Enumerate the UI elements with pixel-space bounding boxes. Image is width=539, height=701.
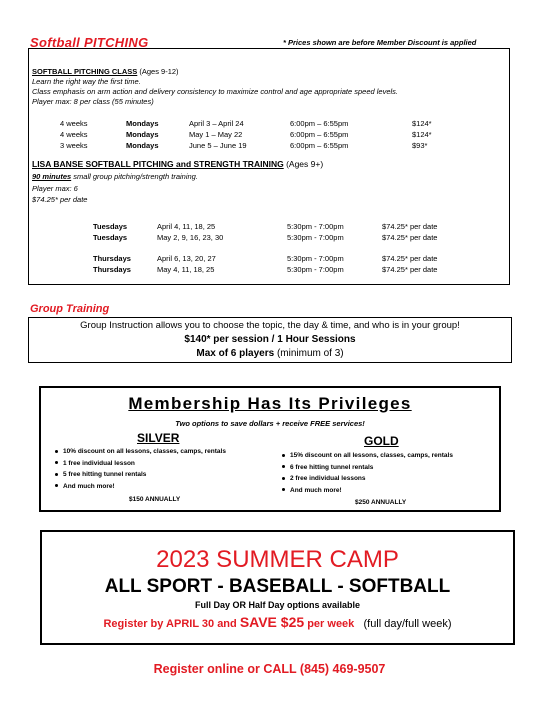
list-item: 5 free hitting tunnel rentals <box>55 469 226 481</box>
camp-save: SAVE $25 <box>239 614 305 630</box>
row-price: $74.25* per date <box>382 222 438 231</box>
row-dates: June 5 – June 19 <box>189 141 247 150</box>
row-dates: May 1 – May 22 <box>189 130 243 139</box>
row-time: 6:00pm – 6:55pm <box>290 141 349 150</box>
row-weeks: 4 weeks <box>60 119 88 128</box>
row-day: Tuesdays <box>93 233 128 242</box>
strength-title: LISA BANSE SOFTBALL PITCHING and STRENGTH TRAINING <box>32 159 284 169</box>
row-dates: May 4, 11, 18, 25 <box>157 265 215 274</box>
camp-per-week: per week <box>304 618 355 630</box>
row-time: 6:00pm – 6:55pm <box>290 119 349 128</box>
strength-line3: $74.25* per date <box>32 195 88 204</box>
membership-title: Membership Has Its Privileges <box>128 394 412 413</box>
group-min: (minimum of 3) <box>274 348 344 359</box>
membership-subtitle: Two options to save dollars + receive FREE services! <box>175 419 365 428</box>
pitching-class-ages: (Ages 9-12) <box>139 67 179 76</box>
gold-tier-name: GOLD <box>364 434 399 448</box>
group-training-line1: Group Instruction allows you to choose the topic, the day & time, and who is in your group! <box>80 320 460 331</box>
group-max: Max of 6 players <box>196 348 275 359</box>
page-title: Softball PITCHING <box>30 35 149 50</box>
strength-ages: (Ages 9+) <box>286 159 324 169</box>
strength-line1 <box>32 172 198 181</box>
row-day: Thursdays <box>93 265 131 274</box>
strength-duration: 90 minutes <box>32 172 72 181</box>
camp-title: 2023 SUMMER CAMP <box>156 546 399 573</box>
list-item: 2 free individual lessons <box>282 473 453 485</box>
row-time: 6:00pm – 6:55pm <box>290 130 349 139</box>
pitching-class-line1: Learn the right way the first time. <box>32 77 141 86</box>
strength-line1-rest: small group pitching/strength training. <box>71 172 198 181</box>
group-training-title: Group Training <box>30 303 110 315</box>
strength-heading <box>32 160 323 169</box>
pitching-class-heading <box>32 67 179 76</box>
list-item: 6 free hitting tunnel rentals <box>282 462 453 474</box>
row-dates: April 3 – April 24 <box>189 119 244 128</box>
row-price: $74.25* per date <box>382 233 438 242</box>
camp-register <box>40 614 515 630</box>
list-item: And much more! <box>55 481 226 493</box>
row-time: 5:30pm - 7:00pm <box>287 222 344 231</box>
row-time: 5:30pm - 7:00pm <box>287 254 344 263</box>
row-dates: April 6, 13, 20, 27 <box>157 254 216 263</box>
camp-full-week: (full day/full week) <box>363 618 452 630</box>
gold-benefits <box>282 450 453 496</box>
row-day: Mondays <box>126 119 159 128</box>
row-price: $74.25* per date <box>382 254 438 263</box>
list-item: 15% discount on all lessons, classes, camps, rentals <box>282 450 453 462</box>
pitching-class-line2: Class emphasis on arm action and delivery consistency to maximize control and age appropriate speed levels. <box>32 87 399 96</box>
pitching-class-title: SOFTBALL PITCHING CLASS <box>32 67 138 76</box>
camp-register-deadline: Register by APRIL 30 and <box>103 618 240 630</box>
pitching-class-line3: Player max: 8 per class (55 minutes) <box>32 97 154 106</box>
group-training-line2: $140* per session / 1 Hour Sessions <box>184 334 356 345</box>
silver-tier-name: SILVER <box>137 431 180 445</box>
price-note: * Prices shown are before Member Discount is applied <box>283 38 477 47</box>
list-item: 10% discount on all lessons, classes, camps, rentals <box>55 446 226 458</box>
silver-benefits <box>55 446 226 492</box>
list-item: 1 free individual lesson <box>55 458 226 470</box>
row-price: $124* <box>412 119 432 128</box>
row-day: Thursdays <box>93 254 131 263</box>
silver-price: $150 ANNUALLY <box>129 496 181 503</box>
row-weeks: 4 weeks <box>60 130 88 139</box>
row-day: Mondays <box>126 141 159 150</box>
strength-line2: Player max: 6 <box>32 184 78 193</box>
list-item: And much more! <box>282 485 453 497</box>
row-day: Mondays <box>126 130 159 139</box>
footer-register: Register online or CALL (845) 469-9507 <box>153 662 386 676</box>
row-time: 5:30pm - 7:00pm <box>287 233 344 242</box>
row-dates: May 2, 9, 16, 23, 30 <box>157 233 224 242</box>
row-price: $93* <box>412 141 428 150</box>
row-time: 5:30pm - 7:00pm <box>287 265 344 274</box>
gold-price: $250 ANNUALLY <box>355 499 407 506</box>
row-weeks: 3 weeks <box>60 141 88 150</box>
row-price: $124* <box>412 130 432 139</box>
row-price: $74.25* per date <box>382 265 438 274</box>
row-dates: April 4, 11, 18, 25 <box>157 222 216 231</box>
camp-options: Full Day OR Half Day options available <box>194 600 361 610</box>
row-day: Tuesdays <box>93 222 128 231</box>
camp-subtitle: ALL SPORT - BASEBALL - SOFTBALL <box>104 576 451 597</box>
group-training-line3 <box>28 348 512 359</box>
